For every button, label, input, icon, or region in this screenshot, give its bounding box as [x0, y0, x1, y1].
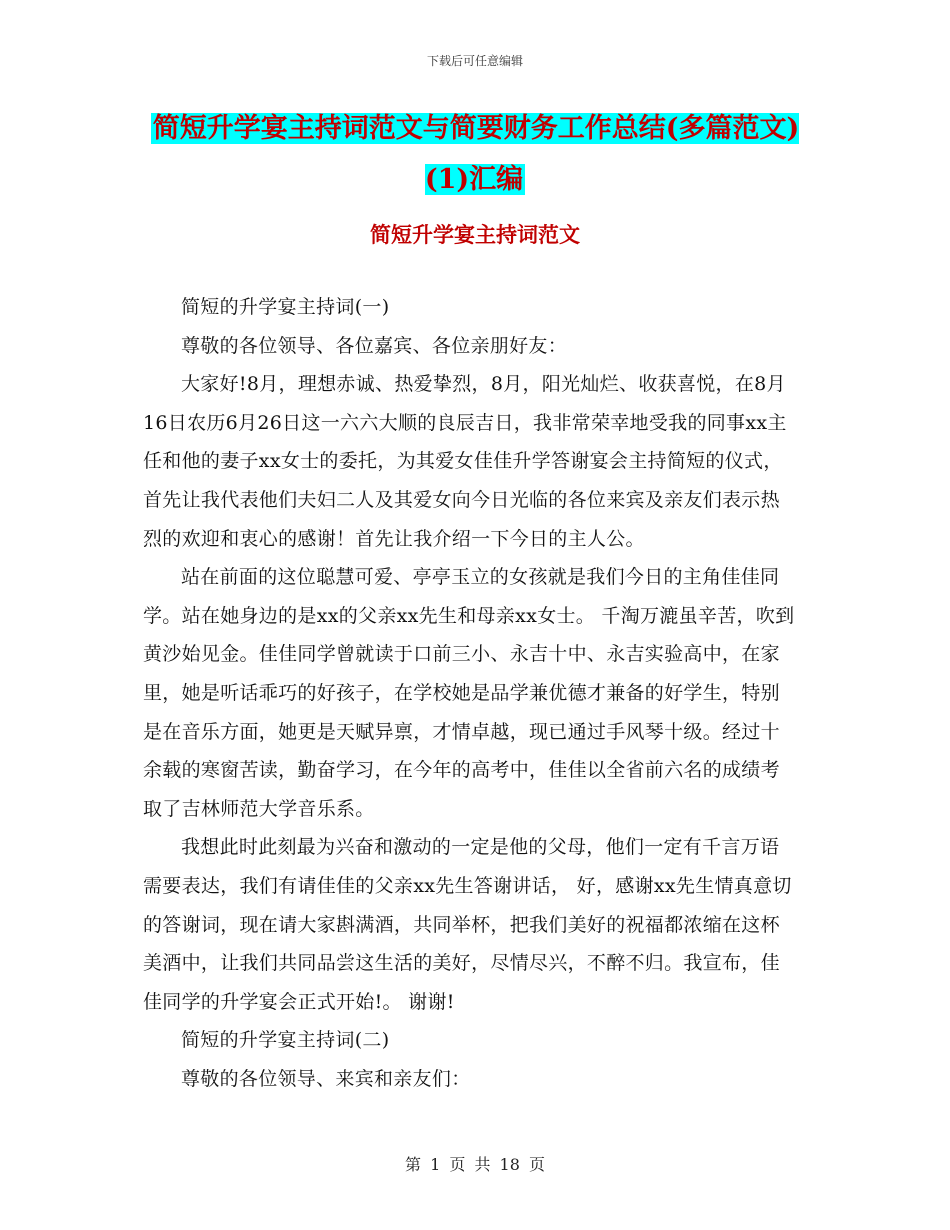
paragraph: 尊敬的各位领导、各位嘉宾、各位亲朋好友： [181, 334, 568, 357]
paragraph: 我想此时此刻最为兴奋和激动的一定是他的父母，他们一定有千言万语需要表达，我们有请佳佳的父亲xx先生答谢讲话， 好，感谢xx先生情真意切的答谢词，现在请大家斟满酒，共同举杯，把我们美好的祝福都浓缩在这杯美酒中，让我们共同品尝这生活的美好，尽情尽兴，不醉不归。我宣布，佳佳同学的升学宴会正式开始!。 谢谢! [143, 836, 792, 1013]
paragraph: 尊敬的各位领导、来宾和亲友们： [181, 1067, 471, 1090]
body-text [143, 288, 798, 1098]
document-title-text: 简短升学宴主持词范文与简要财务工作总结(多篇范文)(1)汇编 [152, 113, 800, 195]
paragraph: 大家好!8月，理想赤诚、热爱挚烈，8月，阳光灿烂、收获喜悦，在8月16日农历6月26日这一六六大顺的良辰吉日，我非常荣幸地受我的同事xx主任和他的妻子xx女士的委托，为其爱女佳佳升学答谢宴会主持简短的仪式，首先让我代表他们夫妇二人及其爱女向今日光临的各位来宾及亲友们表示热烈的欢迎和衷心的感谢！首先让我介绍一下今日的主人公。 [143, 373, 787, 550]
section-title: 简短升学宴主持词范文 [370, 222, 580, 247]
page-footer: 第 1 页 共 18 页 [405, 1155, 545, 1174]
paragraph: 简短的升学宴主持词(一) [181, 296, 390, 318]
document-title [140, 103, 810, 205]
header-note: 下载后可任意编辑 [426, 54, 523, 68]
paragraph: 简短的升学宴主持词(二) [181, 1029, 390, 1052]
paragraph: 站在前面的这位聪慧可爱、亭亭玉立的女孩就是我们今日的主角佳佳同学。站在她身边的是xx的父亲xx先生和母亲xx女士。 千淘万漉虽辛苦，吹到黄沙始见金。佳佳同学曾就读于口前三小、永吉十中、永吉实验高中，在家里，她是听话乖巧的好孩子，在学校她是品学兼优德才兼备的好学生，特别是在音乐方面，她更是天赋异禀，才情卓越，现已通过手风琴十级。经过十余载的寒窗苦读，勤奋学习，在今年的高考中，佳佳以全省前六名的成绩考取了吉林师范大学音乐系。 [143, 566, 795, 820]
